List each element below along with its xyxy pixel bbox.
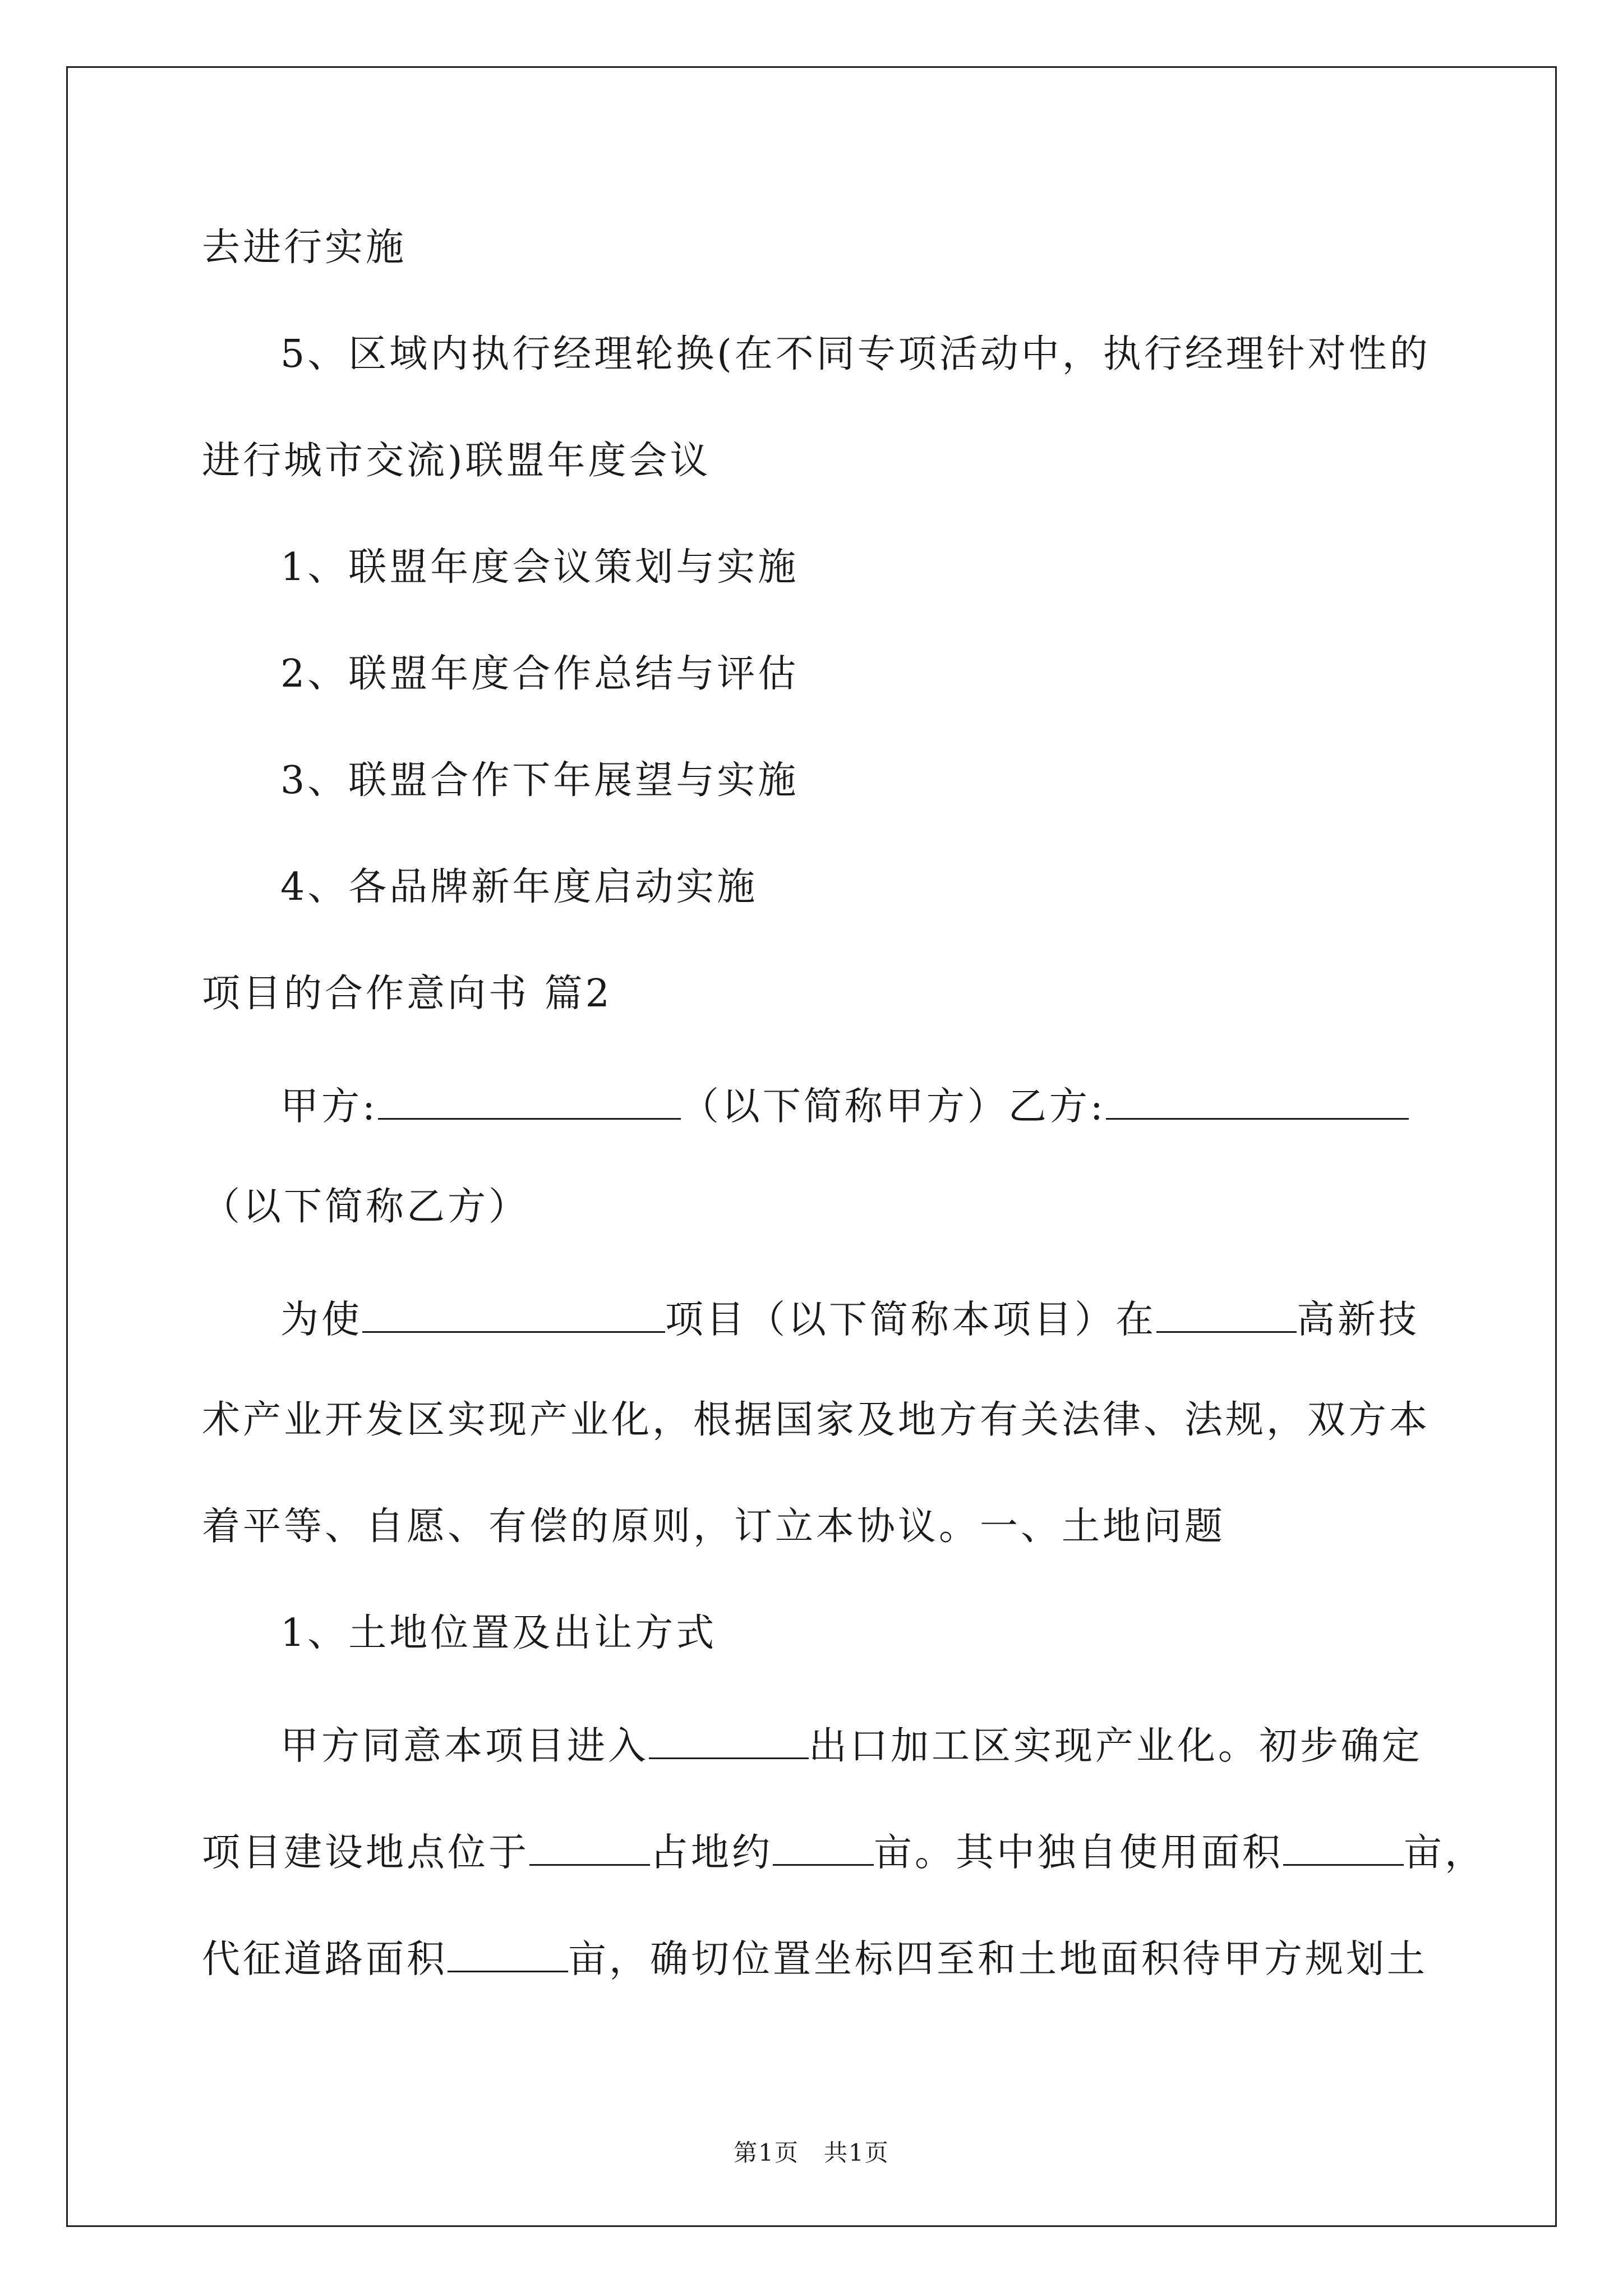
list-item-2: 2、联盟年度合作总结与评估 — [280, 652, 799, 696]
list-item-4: 4、各品牌新年度启动实施 — [280, 865, 758, 909]
page-footer: 第1页 共1页 — [734, 2139, 889, 2166]
land-text-3a: 代征道路面积 — [202, 1937, 448, 1982]
party-line — [280, 1082, 1409, 1129]
land-line-3 — [202, 1934, 1428, 1982]
land-text-2d: 亩， — [1404, 1830, 1486, 1875]
blank-party-b — [1106, 1082, 1409, 1120]
list-item-1: 1、联盟年度会议策划与实施 — [280, 545, 799, 590]
purpose-text-3: 高新技 — [1297, 1297, 1420, 1342]
land-line-1 — [280, 1721, 1423, 1769]
land-text-3b: 亩，确切位置坐标四至和土地面积待甲方规划土 — [568, 1937, 1428, 1982]
blank-area — [773, 1828, 874, 1866]
subsection-heading: 1、土地位置及出让方式 — [280, 1611, 717, 1655]
blank-road-area — [448, 1934, 568, 1972]
page-border — [66, 66, 1557, 2227]
land-text-1a: 甲方同意本项目进入 — [280, 1724, 649, 1769]
party-b-note: （以下简称乙方） — [202, 1185, 530, 1229]
list-item-3: 3、联盟合作下年展望与实施 — [280, 758, 799, 803]
land-text-2c: 亩。其中独自使用面积 — [874, 1830, 1284, 1875]
purpose-text-2: 项目（以下简称本项目）在 — [665, 1297, 1157, 1342]
body-line-3: 进行城市交流)联盟年度会议 — [202, 439, 711, 483]
blank-project-name — [362, 1295, 665, 1333]
land-text-2b: 占地约 — [650, 1830, 773, 1875]
blank-party-a — [378, 1082, 681, 1120]
blank-site — [529, 1828, 650, 1866]
party-a-label: 甲方: — [280, 1084, 378, 1129]
land-text-1b: 出口加工区实现产业化。初步确定 — [809, 1724, 1423, 1769]
land-text-2a: 项目建设地点位于 — [202, 1830, 530, 1875]
purpose-line-2: 术产业开发区实现产业化，根据国家及地方有关法律、法规，双方本 — [202, 1398, 1431, 1442]
body-line-2: 5、区域内执行经理轮换(在不同专项活动中，执行经理针对性的 — [280, 332, 1431, 376]
land-line-2 — [202, 1828, 1486, 1875]
blank-zone — [649, 1721, 809, 1759]
blank-location — [1156, 1295, 1297, 1333]
party-a-note: （以下简称甲方）乙方: — [680, 1084, 1106, 1129]
section-heading: 项目的合作意向书 篇2 — [202, 972, 612, 1016]
blank-own-area — [1283, 1828, 1404, 1866]
body-line-1: 去进行实施 — [202, 226, 407, 270]
purpose-line-1 — [280, 1295, 1419, 1340]
purpose-text-1: 为使 — [280, 1297, 363, 1342]
purpose-line-3: 着平等、自愿、有偿的原则，订立本协议。一、土地问题 — [202, 1504, 1226, 1549]
